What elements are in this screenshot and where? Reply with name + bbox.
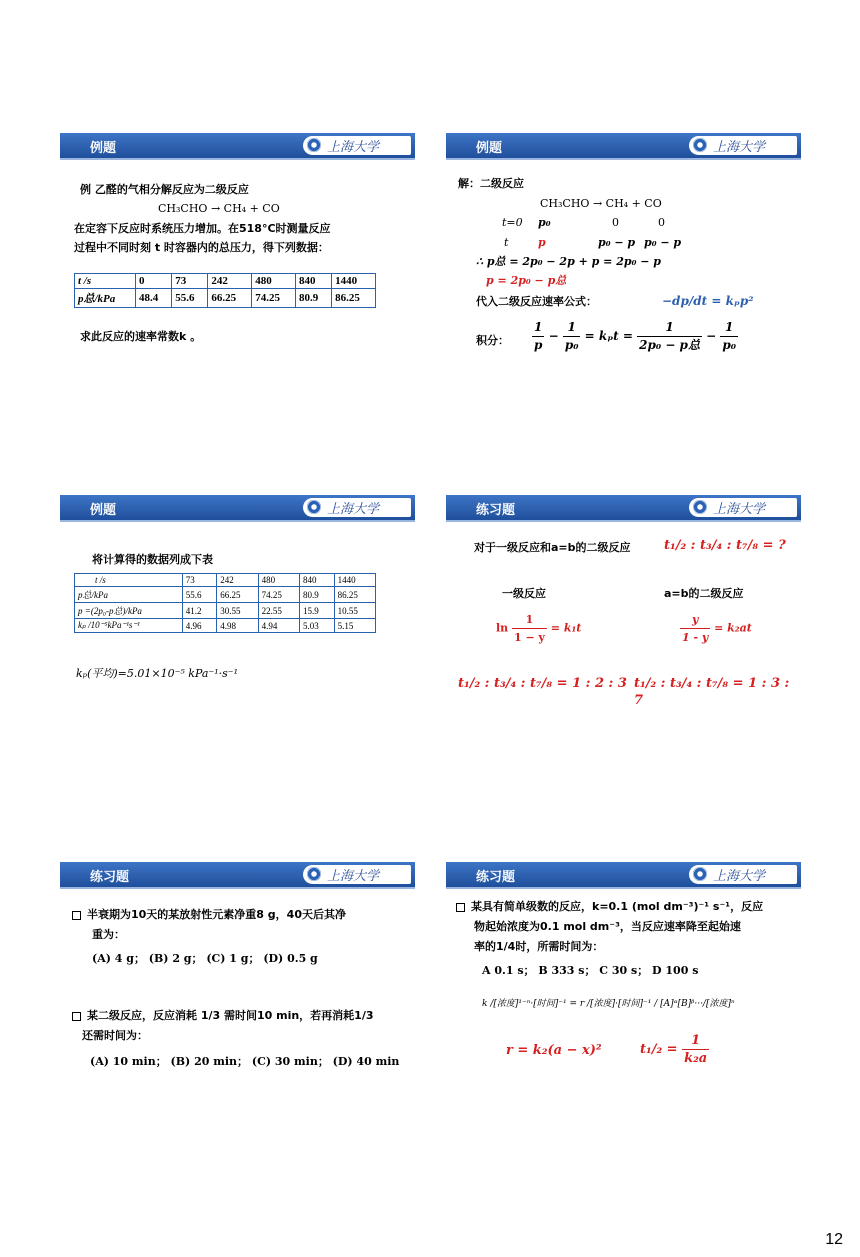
first-order-equation: ln $\frac{1}{1 - y}$ = k₁t (496, 613, 582, 644)
table-cell: 4.94 (258, 619, 299, 633)
table-cell: t /s (75, 274, 136, 289)
solution-heading: 解：二级反应 (458, 177, 524, 190)
table-cell: kₚ /10⁻⁵kPa⁻¹s⁻¹ (75, 619, 183, 633)
problem-line: 过程中不同时刻 t 时容器内的总压力，得下列数据： (74, 241, 329, 254)
university-logo (689, 136, 797, 155)
time-t-label: t (504, 236, 509, 249)
table-row (75, 574, 376, 587)
table-cell: 0 (136, 274, 172, 289)
question-1: 半衰期为10天的某放射性元素净重8 g，40天后其净 (72, 906, 346, 923)
table-cell: 480 (258, 574, 299, 587)
ch4-pressure: p₀ − p (598, 236, 636, 249)
pressure-expression: p = 2p₀ − p总 (486, 274, 567, 287)
slide-title: 例题 (476, 141, 503, 156)
seal-icon (693, 867, 707, 881)
question-1-cont: 重为： (92, 928, 125, 941)
co-pressure: p₀ − p (644, 236, 682, 249)
table-cell: 242 (208, 274, 252, 289)
total-pressure-eq: ∴ p总 = 2p₀ − 2p + p = 2p₀ − p (476, 255, 661, 268)
slide-title: 例题 (90, 503, 117, 518)
rate-law: −dp/dt = kₚp² (662, 294, 754, 308)
logo-script: 上海大学 (713, 502, 766, 517)
time-zero-label: t=0 (502, 216, 523, 229)
table-cell: 840 (300, 574, 335, 587)
table-cell: 242 (217, 574, 258, 587)
second-order-rate-law: r = k₂(a − x)² (506, 1043, 602, 1058)
table-cell: 1440 (334, 574, 375, 587)
table-cell: 41.2 (182, 603, 217, 619)
question-2-options: (A) 10 min； (B) 20 min； (C) 30 min； (D) 40 min (90, 1055, 400, 1068)
problem-question: 求此反应的速率常数k 。 (80, 330, 202, 343)
slide-title: 练习题 (90, 870, 130, 885)
table-row (75, 274, 376, 289)
seal-icon (693, 138, 707, 152)
table-row (75, 603, 376, 619)
table-cell: 4.96 (182, 619, 217, 633)
table-row (75, 619, 376, 633)
integrated-equation: $\frac{1}{p}$ − $\frac{1}{\text{p₀}}$ = kₚt = $\frac{1}{\text{2p₀ − p总}}$ − $\frac{1}{\text{p₀}}$ (534, 320, 737, 352)
university-logo (303, 865, 411, 884)
seal-icon (307, 138, 321, 152)
table-cell: 5.03 (300, 619, 335, 633)
table-cell: 5.15 (334, 619, 375, 633)
seal-icon (307, 500, 321, 514)
problem-line: 例 乙醛的气相分解反应为二级反应 (80, 183, 249, 196)
average-rate-constant: kₚ(平均)=5.01×10⁻⁵ kPa⁻¹·s⁻¹ (76, 667, 238, 680)
exercise-question: 对于一级反应和a=b的二级反应 (474, 541, 631, 554)
logo-script: 上海大学 (713, 869, 766, 884)
bullet-icon (456, 903, 465, 912)
slide-title: 练习题 (476, 503, 516, 518)
table-cell: p总/kPa (75, 289, 136, 308)
table-caption: 将计算得的数据列成下表 (92, 553, 213, 566)
initial-ch4: 0 (612, 216, 619, 229)
table-cell: 15.9 (300, 603, 335, 619)
results-table (74, 573, 376, 633)
slide-example-3 (60, 495, 415, 745)
logo-script: 上海大学 (327, 502, 380, 517)
slide-header (446, 133, 801, 160)
table-cell: 74.25 (258, 587, 299, 603)
question-1-options: (A) 4 g； (B) 2 g； (C) 1 g； (D) 0.5 g (92, 952, 318, 965)
table-cell: 86.25 (334, 587, 375, 603)
first-order-heading: 一级反应 (502, 587, 546, 600)
question-line: 某具有简单级数的反应，k=0.1 (mol dm⁻³)⁻¹ s⁻¹，反应 (456, 898, 763, 915)
table-row (75, 587, 376, 603)
logo-script: 上海大学 (327, 140, 380, 155)
table-cell: 73 (182, 574, 217, 587)
table-cell: p =(2p₀-p总)/kPa (75, 603, 183, 619)
slide-exercise-3 (446, 862, 801, 1112)
university-logo (689, 865, 797, 884)
logo-script: 上海大学 (713, 140, 766, 155)
slide-exercise-2 (60, 862, 415, 1112)
slide-header (60, 862, 415, 889)
initial-pressure: p₀ (538, 216, 551, 229)
slide-title: 练习题 (476, 870, 516, 885)
table-cell: 10.55 (334, 603, 375, 619)
page-number: 12 (825, 1231, 843, 1248)
table-cell: 80.9 (295, 289, 331, 308)
slide-header (446, 495, 801, 522)
slide-example-2 (446, 133, 801, 383)
university-logo (303, 498, 411, 517)
slide-title: 例题 (90, 141, 117, 156)
slide-header (60, 133, 415, 160)
reaction-equation: CH₃CHO → CH₄ + CO (540, 197, 662, 210)
table-cell: 80.9 (300, 587, 335, 603)
table-cell: 55.6 (172, 289, 208, 308)
integration-label: 积分： (476, 334, 509, 347)
rate-label: 代入二级反应速率公式： (476, 295, 597, 308)
pressure-table (74, 273, 376, 308)
table-cell: 1440 (332, 274, 376, 289)
table-cell: 480 (252, 274, 296, 289)
university-logo (303, 136, 411, 155)
second-order-heading: a=b的二级反应 (664, 587, 744, 600)
table-cell: 840 (295, 274, 331, 289)
bullet-icon (72, 911, 81, 920)
logo-script: 上海大学 (327, 869, 380, 884)
table-cell: p总/kPa (75, 587, 183, 603)
question-line: 率的1/4时，所需时间为： (474, 940, 604, 953)
units-equation: k /[浓度]¹⁻ⁿ·[时间]⁻¹ = r /[浓度]·[时间]⁻¹ / [A]ᵅ[B]ᵝ···/[浓度]ⁿ (482, 999, 735, 1009)
table-cell: 55.6 (182, 587, 217, 603)
first-order-ratio: t₁/₂ : t₃/₄ : t₇/₈ = 1 : 2 : 3 (458, 676, 627, 691)
table-cell: t /s (75, 574, 183, 587)
initial-co: 0 (658, 216, 665, 229)
seal-icon (307, 867, 321, 881)
slide-header (60, 495, 415, 522)
table-cell: 22.55 (258, 603, 299, 619)
second-order-equation: $\frac{y}{1 - y}$ = k₂at (682, 613, 752, 644)
table-cell: 74.25 (252, 289, 296, 308)
table-cell: 66.25 (208, 289, 252, 308)
ratio-question: t₁/₂ : t₃/₄ : t₇/₈ = ? (664, 538, 786, 553)
bullet-icon (72, 1012, 81, 1021)
second-order-ratio: t₁/₂ : t₃/₄ : t₇/₈ = 1 : 3 : 7 (634, 676, 790, 708)
seal-icon (693, 500, 707, 514)
table-cell: 86.25 (332, 289, 376, 308)
table-row (75, 289, 376, 308)
university-logo (689, 498, 797, 517)
half-life-formula: t₁/₂ = $\frac{1}{\text{k₂a}}$ (640, 1033, 708, 1066)
question-options: A 0.1 s； B 333 s； C 30 s； D 100 s (482, 964, 699, 977)
question-line: 物起始浓度为0.1 mol dm⁻³，当反应速率降至起始速 (474, 920, 741, 933)
slide-header (446, 862, 801, 889)
slide-exercise-1 (446, 495, 801, 745)
question-2: 某二级反应，反应消耗 1/3 需时间10 min，若再消耗1/3 (72, 1007, 374, 1024)
table-cell: 66.25 (217, 587, 258, 603)
table-cell: 30.55 (217, 603, 258, 619)
problem-line: 在定容下反应时系统压力增加。在518°C时测量反应 (74, 222, 331, 235)
table-cell: 48.4 (136, 289, 172, 308)
pressure-at-t: p (538, 236, 546, 249)
slide-example-1 (60, 133, 415, 383)
question-2-cont: 还需时间为： (82, 1029, 148, 1042)
table-cell: 73 (172, 274, 208, 289)
table-cell: 4.98 (217, 619, 258, 633)
reaction-equation: CH₃CHO → CH₄ + CO (158, 202, 280, 215)
